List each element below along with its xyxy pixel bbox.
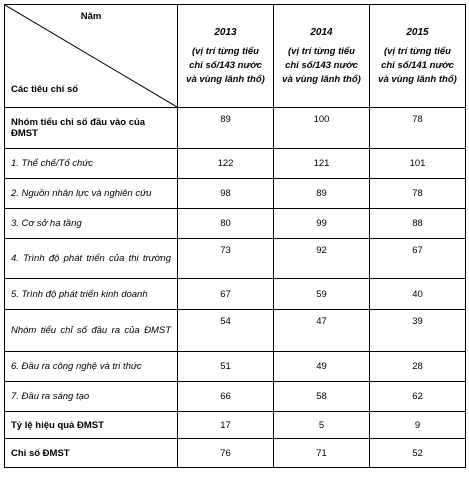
value-2015: 88 — [370, 209, 466, 239]
value-2014: 47 — [274, 310, 370, 352]
header-note: (vị trí từng tiểu chỉ số/143 nước và vùng lãnh thổ) — [186, 45, 265, 85]
row-label: 2. Nguồn nhân lực và nghiên cứu — [5, 179, 178, 209]
header-year: 2013 — [214, 26, 237, 38]
value-2014: 49 — [274, 352, 370, 382]
table-row — [5, 352, 466, 382]
row-label: Chỉ số ĐMST — [5, 439, 178, 468]
value-2013: 89 — [178, 108, 274, 149]
value-2013: 98 — [178, 179, 274, 209]
value-2013: 73 — [178, 239, 274, 279]
row-label: Nhóm tiểu chỉ số đầu vào của ĐMST — [5, 108, 178, 149]
innovation-index-table — [4, 4, 466, 468]
value-2014: 58 — [274, 382, 370, 412]
value-2015: 78 — [370, 179, 466, 209]
value-2013: 66 — [178, 382, 274, 412]
header-corner-cell — [5, 5, 178, 108]
table-row — [5, 439, 466, 468]
table-row — [5, 209, 466, 239]
table-row — [5, 239, 466, 279]
value-2013: 76 — [178, 439, 274, 468]
value-2015: 39 — [370, 310, 466, 352]
table-row — [5, 310, 466, 352]
row-label: 6. Đầu ra công nghệ và tri thức — [5, 352, 178, 382]
value-2013: 17 — [178, 412, 274, 439]
header-row — [5, 5, 466, 108]
value-2013: 122 — [178, 149, 274, 179]
value-2014: 100 — [274, 108, 370, 149]
header-note: (vị trí từng tiểu chỉ số/141 nước và vùng lãnh thổ) — [378, 45, 457, 85]
row-label: Tỷ lệ hiệu quả ĐMST — [5, 412, 178, 439]
header-note: (vị trí từng tiểu chỉ số/143 nước và vùng lãnh thổ) — [282, 45, 361, 85]
value-2014: 5 — [274, 412, 370, 439]
header-year: 2015 — [406, 26, 429, 38]
value-2015: 62 — [370, 382, 466, 412]
table-row — [5, 149, 466, 179]
header-col-2015 — [370, 5, 466, 108]
row-label: Nhóm tiểu chỉ số đầu ra của ĐMST — [5, 310, 178, 352]
table-row — [5, 108, 466, 149]
value-2014: 71 — [274, 439, 370, 468]
row-label: 7. Đầu ra sáng tạo — [5, 382, 178, 412]
corner-year-label: Năm — [80, 11, 102, 22]
value-2014: 59 — [274, 279, 370, 310]
corner-criteria-label: Các tiêu chí số — [11, 84, 79, 95]
value-2013: 67 — [178, 279, 274, 310]
value-2013: 54 — [178, 310, 274, 352]
value-2015: 28 — [370, 352, 466, 382]
value-2015: 9 — [370, 412, 466, 439]
value-2014: 99 — [274, 209, 370, 239]
value-2015: 78 — [370, 108, 466, 149]
table-row — [5, 179, 466, 209]
table-row — [5, 279, 466, 310]
value-2014: 89 — [274, 179, 370, 209]
row-label: 3. Cơ sở hạ tầng — [5, 209, 178, 239]
value-2015: 52 — [370, 439, 466, 468]
value-2014: 121 — [274, 149, 370, 179]
header-col-2014 — [274, 5, 370, 108]
value-2015: 67 — [370, 239, 466, 279]
table-row — [5, 412, 466, 439]
row-label: 5. Trình độ phát triển kinh doanh — [5, 279, 178, 310]
row-label: 4. Trình độ phát triển của thị trường — [5, 239, 178, 279]
value-2013: 51 — [178, 352, 274, 382]
row-label: 1. Thể chế/Tổ chức — [5, 149, 178, 179]
value-2013: 80 — [178, 209, 274, 239]
table-row — [5, 382, 466, 412]
header-year: 2014 — [310, 26, 333, 38]
value-2015: 101 — [370, 149, 466, 179]
value-2014: 92 — [274, 239, 370, 279]
value-2015: 40 — [370, 279, 466, 310]
header-col-2013 — [178, 5, 274, 108]
